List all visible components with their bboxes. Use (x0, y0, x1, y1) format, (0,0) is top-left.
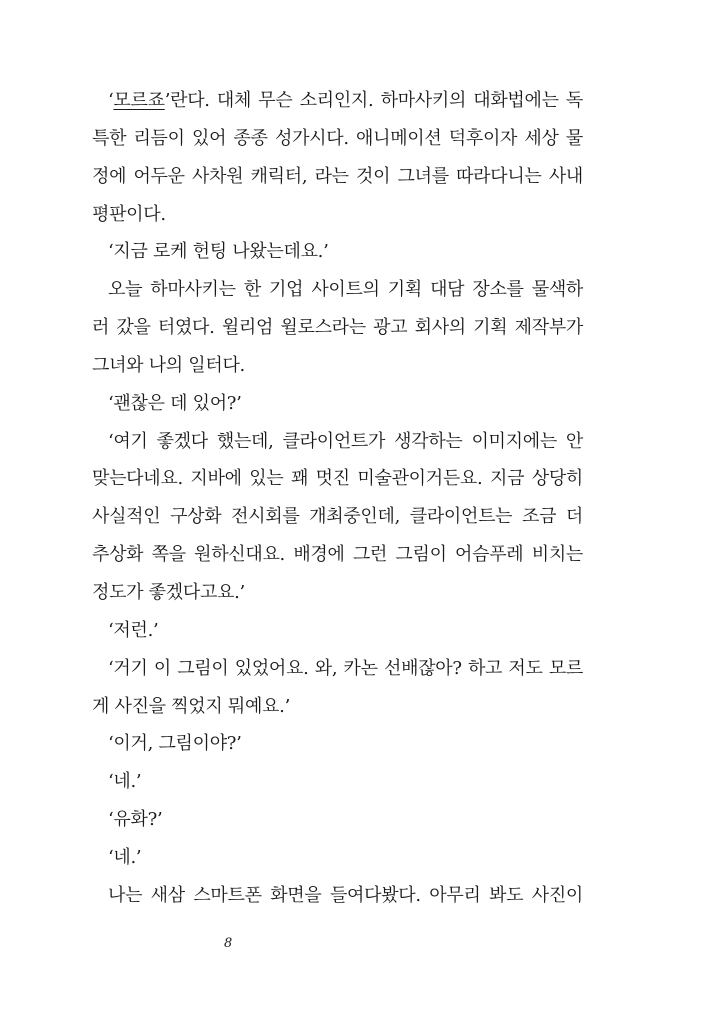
text-line-4: 평판이다. (92, 203, 166, 225)
text-line-21: ‘네.’ (108, 846, 142, 868)
text-line-16: ‘거기 이 그림이 있었어요. 와, 카논 선배잖아? 하고 저도 모르 (108, 657, 583, 679)
text-line-6: 오늘 하마사키는 한 기업 사이트의 기획 대담 장소를 물색하 (108, 279, 583, 301)
text-line-12: 사실적인 구상화 전시회를 개최중인데, 클라이언트는 조금 더 (92, 506, 583, 528)
text-line-1 (92, 82, 583, 120)
text-line-17: 게 사진을 찍었지 뭐예요.’ (92, 695, 290, 717)
text-line-10: ‘여기 좋겠다 했는데, 클라이언트가 생각하는 이미지에는 안 (108, 430, 583, 452)
text-line-11: 맞는다네요. 지바에 있는 꽤 멋진 미술관이거든요. 지금 상당히 (92, 468, 583, 490)
text-line-22: 나는 새삼 스마트폰 화면을 들여다봤다. 아무리 봐도 사진이 (108, 884, 583, 906)
text-line-2: 특한 리듬이 있어 종종 성가시다. 애니메이션 덕후이자 세상 물 (92, 127, 583, 149)
text-line-7: 러 갔을 터였다. 윌리엄 윌로스라는 광고 회사의 기획 제작부가 (92, 317, 583, 339)
text-line-3: 정에 어두운 사차원 캐릭터, 라는 것이 그녀를 따라다니는 사내 (92, 165, 583, 187)
line-text: ’란다. 대체 무슨 소리인지. 하마사키의 대화법에는 독 (164, 90, 583, 111)
page-number: 8 (224, 936, 233, 951)
text-line-13: 추상화 쪽을 원하신대요. 배경에 그런 그림이 어슴푸레 비치는 (92, 544, 583, 566)
text-line-14: 정도가 좋겠다고요.’ (92, 581, 245, 603)
text-line-18: ‘이거, 그림이야?’ (108, 733, 242, 755)
emphasized-word: 모르죠 (113, 90, 165, 111)
text-line-8: 그녀와 나의 일터다. (92, 354, 245, 376)
text-line-19: ‘네.’ (108, 771, 142, 793)
text-line-5: ‘지금 로케 헌팅 나왔는데요.’ (108, 241, 329, 263)
text-line-20: ‘유화?’ (108, 809, 163, 831)
open-quote: ‘ (108, 90, 114, 111)
text-line-15: ‘저런.’ (108, 619, 159, 641)
text-line-9: ‘괜찮은 데 있어?’ (108, 392, 242, 414)
body-text (92, 82, 583, 915)
